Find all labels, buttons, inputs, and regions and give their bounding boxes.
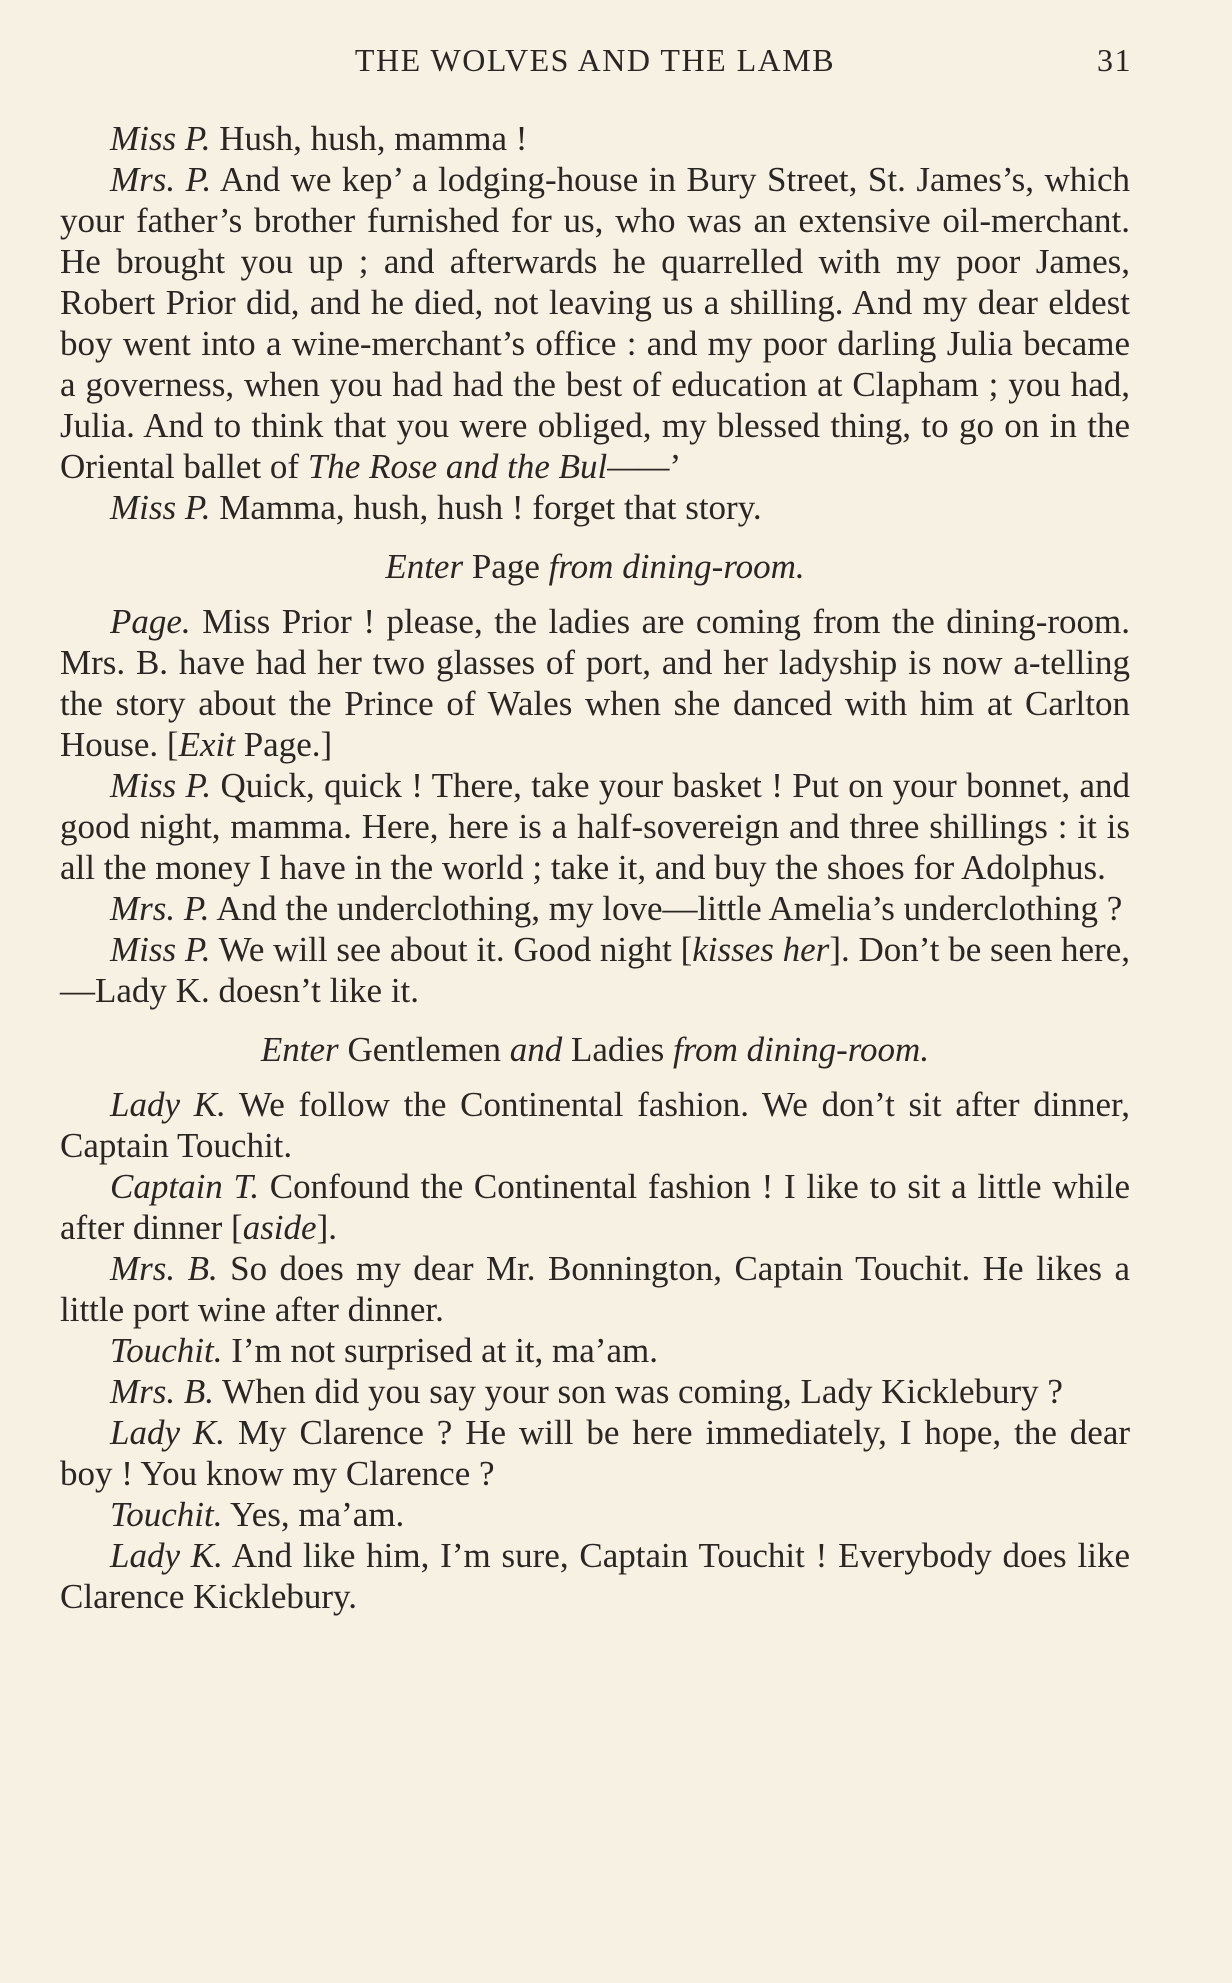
speaker-name: Miss P. (110, 766, 212, 805)
speech-miss-p-3 (60, 765, 1130, 888)
speech-text: And we kep’ a lodging-house in Bury Street, St. James’s, which your father’s brother furnished for us, who was an extensive oil-merchant. He brought you up ; and afterwards he quarrelled with my poor James, Robert Prior did, and he died, not leaving us a shilling. And my dear eldest boy went into a wine-merchant’s office : and my poor darling Julia became a governess, when you had had the best of education at Clapham ; you had, Julia. And to think that you were obliged, my blessed thing, to go on in the Oriental ballet of (60, 160, 1130, 486)
speaker-name: Captain T. (110, 1167, 260, 1206)
speech-touchit-2 (60, 1494, 1130, 1535)
speaker-name: Mrs. B. (110, 1249, 218, 1288)
speech-text: And like him, I’m sure, Captain Touchit ! Everybody does like Clarence Kicklebury. (60, 1536, 1130, 1616)
speech-miss-p-2 (60, 487, 1130, 528)
speech-text: So does my dear Mr. Bonnington, Captain Touchit. He likes a little port wine after dinner. (60, 1249, 1131, 1329)
speech-text: And the underclothing, my love—little Amelia’s underclothing ? (216, 889, 1123, 928)
speech-mrs-b-2 (60, 1371, 1130, 1412)
speaker-name: Lady K. (110, 1536, 223, 1575)
speaker-name: Mrs. B. (110, 1372, 215, 1411)
speech-touchit-1 (60, 1330, 1130, 1371)
direction-italic: from dining-room. (673, 1030, 930, 1069)
speech-miss-p-4 (60, 929, 1130, 1011)
aside-rest: ]. Don’t be seen here,—Lady K. doesn’t like it. (60, 930, 1130, 1010)
ballet-title: The Rose and the Bul—— (307, 447, 670, 486)
stage-direction-enter-page (60, 546, 1130, 587)
speech-text: Mamma, hush, hush ! forget that story. (219, 488, 762, 527)
exit-word: Exit (178, 725, 235, 764)
stage-direction-enter-gentlemen (60, 1029, 1130, 1070)
speech-text: Miss Prior ! please, the ladies are coming from the dining-room. Mrs. B. have had her two glasses of port, and her ladyship is now a-telling the story about the Prince of Wales when she danced with him at Carlton House. [ (60, 602, 1131, 764)
speech-text: I’m not surprised at it, ma’am. (231, 1331, 658, 1370)
speech-captain-t (60, 1166, 1130, 1248)
speech-lady-k-2 (60, 1412, 1130, 1494)
speech-text-end: ’ (669, 447, 682, 486)
speaker-name: Touchit. (110, 1495, 223, 1534)
speaker-name: Page. (110, 602, 191, 641)
direction-role: Gentlemen (347, 1030, 501, 1069)
page-header (58, 42, 1132, 92)
running-title: THE WOLVES AND THE LAMB (354, 42, 836, 78)
direction-role: Ladies (571, 1030, 665, 1069)
speaker-name: Miss P. (110, 930, 211, 969)
speech-mrs-p-2 (60, 888, 1130, 929)
speech-mrs-b-1 (60, 1248, 1130, 1330)
speech-text: Confound the Continental fashion ! I like to sit a little while after dinner [ (60, 1167, 1130, 1247)
direction-italic: and (509, 1030, 563, 1069)
speech-text: My Clarence ? He will be here immediately, I hope, the dear boy ! You know my Clarence ? (60, 1413, 1131, 1493)
direction-italic: from dining-room. (548, 547, 805, 586)
speech-miss-p-1 (60, 118, 1130, 159)
speaker-name: Mrs. P. (110, 160, 212, 199)
speaker-name: Miss P. (110, 119, 211, 158)
speaker-name: Mrs. P. (110, 889, 210, 928)
speech-text: Yes, ma’am. (229, 1495, 405, 1534)
aside-rest: ]. (316, 1208, 337, 1247)
direction-italic: Enter (260, 1030, 339, 1069)
direction-role: Page (471, 547, 540, 586)
direction-italic: Enter (385, 547, 464, 586)
speaker-name: Miss P. (110, 488, 211, 527)
speaker-name: Touchit. (110, 1331, 223, 1370)
page-body (60, 118, 1130, 1617)
speech-lady-k-1 (60, 1084, 1130, 1166)
speech-text: When did you say your son was coming, Lady Kicklebury ? (222, 1372, 1063, 1411)
speaker-name: Lady K. (110, 1085, 226, 1124)
speech-text: We follow the Continental fashion. We don’t sit after dinner, Captain Touchit. (60, 1085, 1130, 1165)
speech-text: Hush, hush, mamma ! (219, 119, 528, 158)
speech-page (60, 601, 1130, 765)
exit-rest: Page.] (234, 725, 333, 764)
speech-lady-k-3 (60, 1535, 1130, 1617)
speech-mrs-p-1 (60, 159, 1130, 487)
aside-word: aside (242, 1208, 317, 1247)
speech-text: We will see about it. Good night [ (218, 930, 693, 969)
aside-word: kisses her (692, 930, 830, 969)
page-number: 31 (1097, 42, 1132, 78)
speaker-name: Lady K. (110, 1413, 226, 1452)
speech-text: Quick, quick ! There, take your basket ! Put on your bonnet, and good night, mamma. Here, here is a half-sovereign and three shillings : it is all the money I have in the world ; take it, and buy the shoes for Adolphus. (60, 766, 1130, 887)
